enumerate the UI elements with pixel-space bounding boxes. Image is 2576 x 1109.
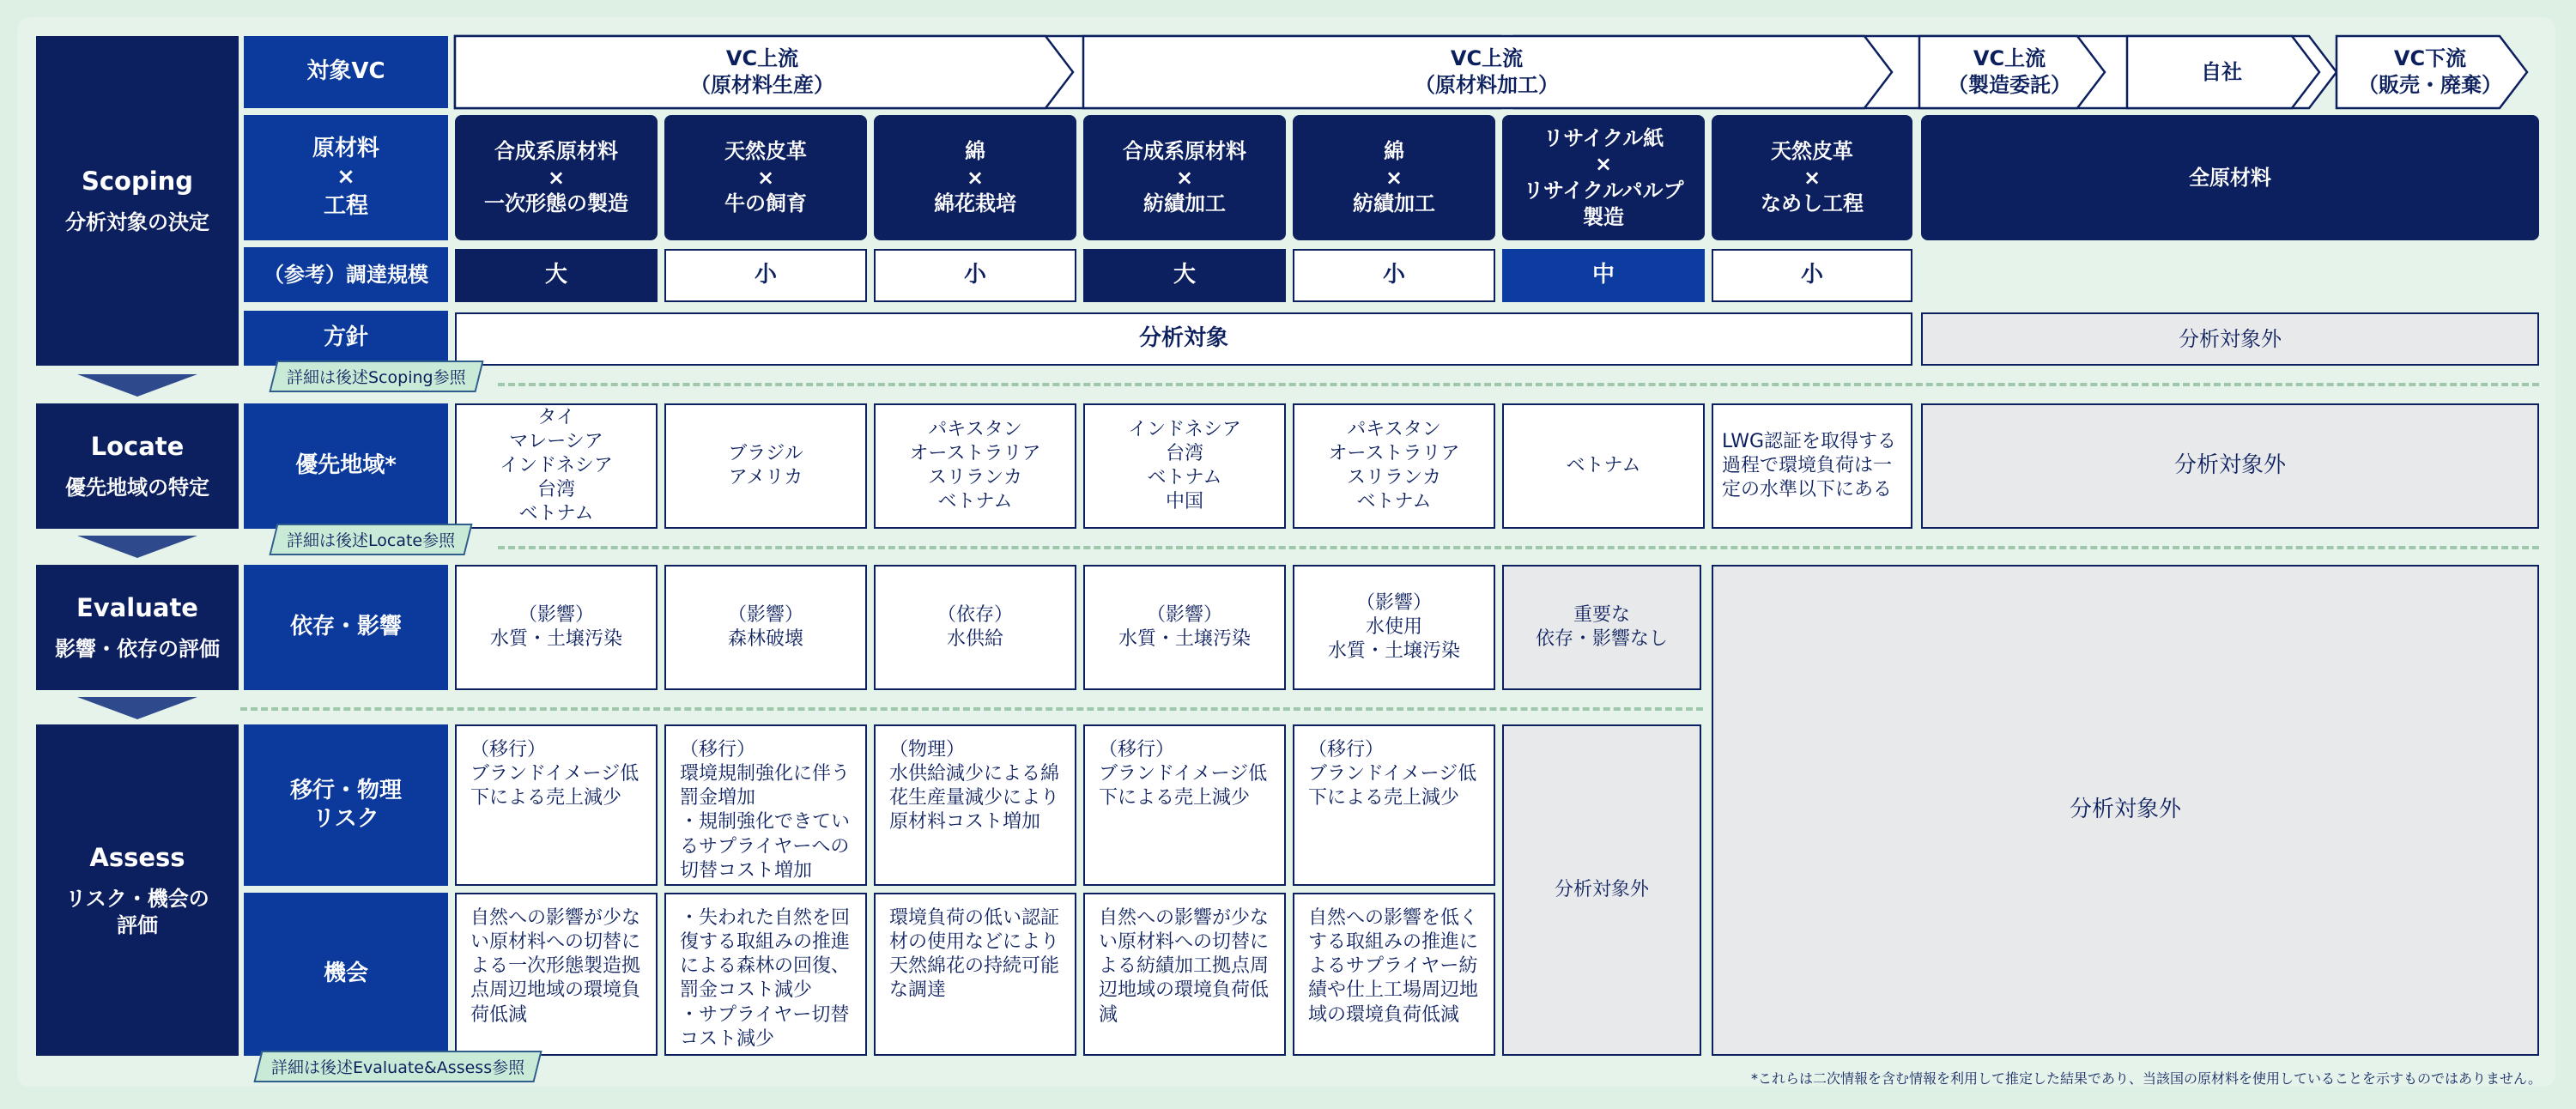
stage-assess — [36, 724, 239, 1056]
row-header-risk: 移行・物理 リスク — [244, 724, 448, 886]
row-header-material: 原材料 × 工程 — [244, 115, 448, 240]
detail-tag-scoping — [269, 361, 483, 392]
divider — [498, 383, 2539, 386]
down-arrow-icon — [77, 374, 197, 397]
divider — [240, 707, 1703, 711]
stage-evaluate-en: Evaluate — [76, 593, 198, 623]
scale-cell: 小 — [1712, 249, 1912, 302]
risk-cell: （移行） 環境規制強化に伴う罰金増加 ・規制強化できているサプライヤーへの切替コスト増加 — [664, 724, 867, 886]
row-header-vc: 対象VC — [244, 36, 448, 108]
opportunity-cell: 自然への影響が少ない原材料への切替による一次形態製造拠点周辺地域の環境負荷低減 — [455, 893, 658, 1056]
opportunity-cell: 自然への影響が少ない原材料への切替による紡績加工拠点周辺地域の環境負荷低減 — [1083, 893, 1286, 1056]
risk-cell: （物理） 水供給減少による綿花生産量減少により原材料コスト増加 — [874, 724, 1076, 886]
scale-cell: 大 — [1083, 249, 1286, 302]
stage-evaluate — [36, 565, 239, 690]
material-cell-all: 全原材料 — [1921, 115, 2539, 240]
right-out-of-scope: 分析対象外 — [1712, 565, 2539, 1056]
detail-tag-scoping-text: 詳細は後述Scoping参照 — [287, 368, 466, 387]
stage-locate — [36, 403, 239, 529]
opportunity-cell: 自然への影響を低くする取組みの推進によるサプライヤー紡績や仕上工場周辺地域の環境負荷低減 — [1293, 893, 1495, 1056]
down-arrow-icon — [77, 697, 197, 719]
policy-out-of-scope: 分析対象外 — [1921, 312, 2539, 366]
stage-locate-en: Locate — [90, 432, 185, 462]
dependency-cell: （影響） 水質・土壌汚染 — [455, 565, 658, 690]
row-header-policy: 方針 — [244, 311, 448, 366]
material-cell: 綿 × 紡績加工 — [1293, 115, 1495, 240]
risk-cell: （移行） ブランドイメージ低下による売上減少 — [455, 724, 658, 886]
stage-scoping — [36, 36, 239, 366]
dependency-cell: （依存） 水供給 — [874, 565, 1076, 690]
scale-cell: 小 — [1293, 249, 1495, 302]
material-cell: 合成系原材料 × 一次形態の製造 — [455, 115, 658, 240]
region-cell: ブラジル アメリカ — [664, 403, 867, 529]
detail-tag-assess — [253, 1051, 542, 1082]
row-header-dependency: 依存・影響 — [244, 565, 448, 690]
vc-label-1: VC上流 （原材料生産） — [690, 46, 834, 97]
dependency-cell: （影響） 森林破壊 — [664, 565, 867, 690]
stage-assess-jp: リスク・機会の 評価 — [65, 886, 209, 937]
scale-cell: 小 — [874, 249, 1076, 302]
material-cell: リサイクル紙 × リサイクルパルプ 製造 — [1502, 115, 1705, 240]
material-cell: 天然皮革 × なめし工程 — [1712, 115, 1912, 240]
footnote: *これらは二次情報を含む情報を利用して推定した結果であり、当該国の原材料を使用していることを示すものではありません。 — [1751, 1070, 2542, 1087]
material-cell: 綿 × 綿花栽培 — [874, 115, 1076, 240]
material-cell: 合成系原材料 × 紡績加工 — [1083, 115, 1286, 240]
divider — [498, 546, 2539, 549]
vc-label-5: VC下流 （販売・廃棄） — [2358, 46, 2502, 97]
stage-scoping-jp: 分析対象の決定 — [65, 210, 209, 235]
scale-cell: 中 — [1502, 249, 1705, 302]
region-out-of-scope: 分析対象外 — [1921, 403, 2539, 529]
region-cell: パキスタン オーストラリア スリランカ ベトナム — [874, 403, 1076, 529]
dependency-cell-none: 重要な 依存・影響なし — [1502, 565, 1701, 690]
stage-assess-en: Assess — [89, 842, 185, 872]
dependency-cell: （影響） 水使用 水質・土壌汚染 — [1293, 565, 1495, 690]
region-cell: ベトナム — [1502, 403, 1705, 529]
stage-evaluate-jp: 影響・依存の評価 — [55, 637, 220, 662]
risk-cell: （移行） ブランドイメージ低下による売上減少 — [1083, 724, 1286, 886]
material-cell: 天然皮革 × 牛の飼育 — [664, 115, 867, 240]
detail-tag-locate — [269, 524, 472, 555]
vc-label-3: VC上流 （製造委託） — [1948, 46, 2071, 97]
stage-scoping-en: Scoping — [81, 167, 194, 197]
recycle-out-of-scope: 分析対象外 — [1502, 724, 1701, 1056]
stage-locate-jp: 優先地域の特定 — [65, 476, 209, 500]
region-cell: LWG認証を取得する過程で環境負荷は一定の水準以下にある — [1712, 403, 1912, 529]
opportunity-cell: 環境負荷の低い認証材の使用などにより天然綿花の持続可能な調達 — [874, 893, 1076, 1056]
row-header-scale: （参考）調達規模 — [244, 247, 448, 302]
vc-label-2: VC上流 （原材料加工） — [1415, 46, 1559, 97]
scale-cell: 大 — [455, 249, 658, 302]
vc-label-4: 自社 — [2201, 59, 2242, 84]
row-header-region: 優先地域* — [244, 403, 448, 529]
detail-tag-assess-text: 詳細は後述Evaluate&Assess参照 — [271, 1058, 525, 1077]
region-cell: パキスタン オーストラリア スリランカ ベトナム — [1293, 403, 1495, 529]
region-cell: インドネシア 台湾 ベトナム 中国 — [1083, 403, 1286, 529]
scale-cell: 小 — [664, 249, 867, 302]
down-arrow-icon — [77, 536, 197, 558]
row-header-opportunity: 機会 — [244, 893, 448, 1056]
dependency-cell: （影響） 水質・土壌汚染 — [1083, 565, 1286, 690]
region-cell: タイ マレーシア インドネシア 台湾 ベトナム — [455, 403, 658, 529]
risk-cell: （移行） ブランドイメージ低下による売上減少 — [1293, 724, 1495, 886]
detail-tag-locate-text: 詳細は後述Locate参照 — [287, 531, 456, 550]
opportunity-cell: ・失われた自然を回復する取組みの推進による森林の回復、罰金コスト減少 ・サプライヤー切替コスト減少 — [664, 893, 867, 1056]
policy-in-scope: 分析対象 — [455, 312, 1912, 366]
